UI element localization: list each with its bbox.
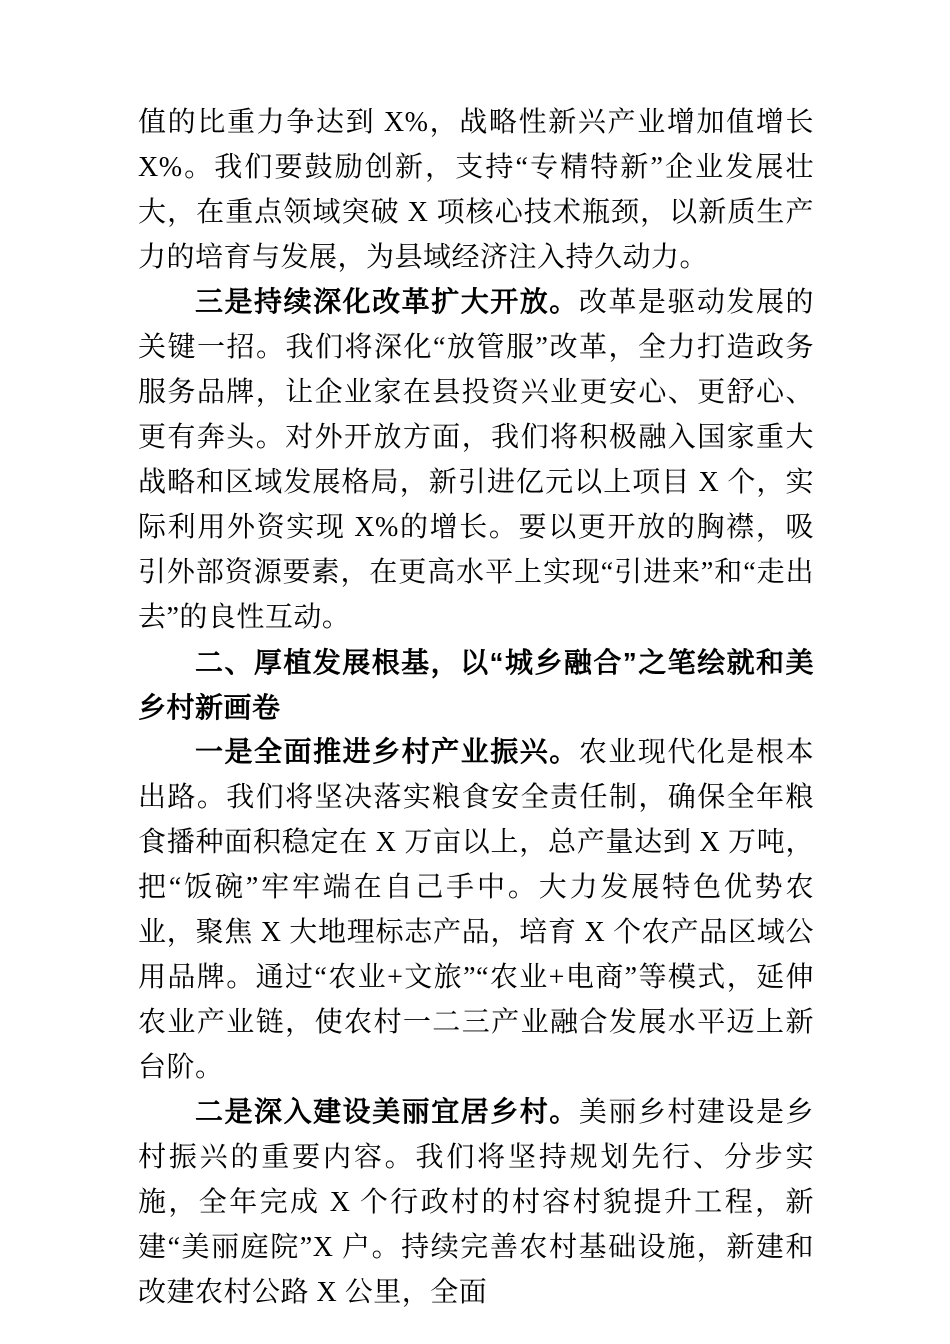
paragraph	[138, 730, 814, 1090]
paragraph-text: 改革是驱动发展的关键一招。我们将深化“放管服”改革，全力打造政务服务品牌，让企业家在县投资兴业更安心、更舒心、更有奔头。对外开放方面，我们将积极融入国家重大战略和区域发展格局，新引进亿元以上项目 X 个，实际利用外资实现 X%的增长。要以更开放的胸襟，吸引外部资源要素，在更高水平上实现“引进来”和“走出去”的良性互动。	[138, 287, 814, 633]
section-heading	[138, 640, 814, 730]
paragraph-text: 农业现代化是根本出路。我们将坚决落实粮食安全责任制，确保全年粮食播种面积稳定在 X 万亩以上，总产量达到 X 万吨，把“饭碗”牢牢端在自己手中。大力发展特色优势农业，聚焦 X 大地理标志产品，培育 X 个农产品区域公用品牌。通过“农业+文旅”“农业+电商”等模式，延伸农业产业链，使农村一二三产业融合发展水平迈上新台阶。	[138, 737, 814, 1083]
paragraph-lead: 二是深入建设美丽宜居乡村。	[195, 1097, 579, 1128]
paragraph-text: 美丽乡村建设是乡村振兴的重要内容。我们将坚持规划先行、分步实施，全年完成 X 个行政村的村容村貌提升工程，新建“美丽庭院”X 户。持续完善农村基础设施，新建和改建农村公路 X 公里，全面	[138, 1097, 814, 1308]
paragraph-lead: 三是持续深化改革扩大开放。	[195, 287, 579, 318]
paragraph-lead: 一是全面推进乡村产业振兴。	[195, 737, 579, 768]
section-heading-text: 二、厚植发展根基，以“城乡融合”之笔绘就和美乡村新画卷	[138, 647, 814, 723]
paragraph	[138, 1090, 814, 1315]
paragraph	[138, 280, 814, 640]
paragraph-continuation	[138, 100, 814, 280]
paragraph-text: 值的比重力争达到 X%，战略性新兴产业增加值增长 X%。我们要鼓励创新，支持“专精特新”企业发展壮大，在重点领域突破 X 项核心技术瓶颈，以新质生产力的培育与发展，为县域经济注入持久动力。	[138, 107, 814, 273]
